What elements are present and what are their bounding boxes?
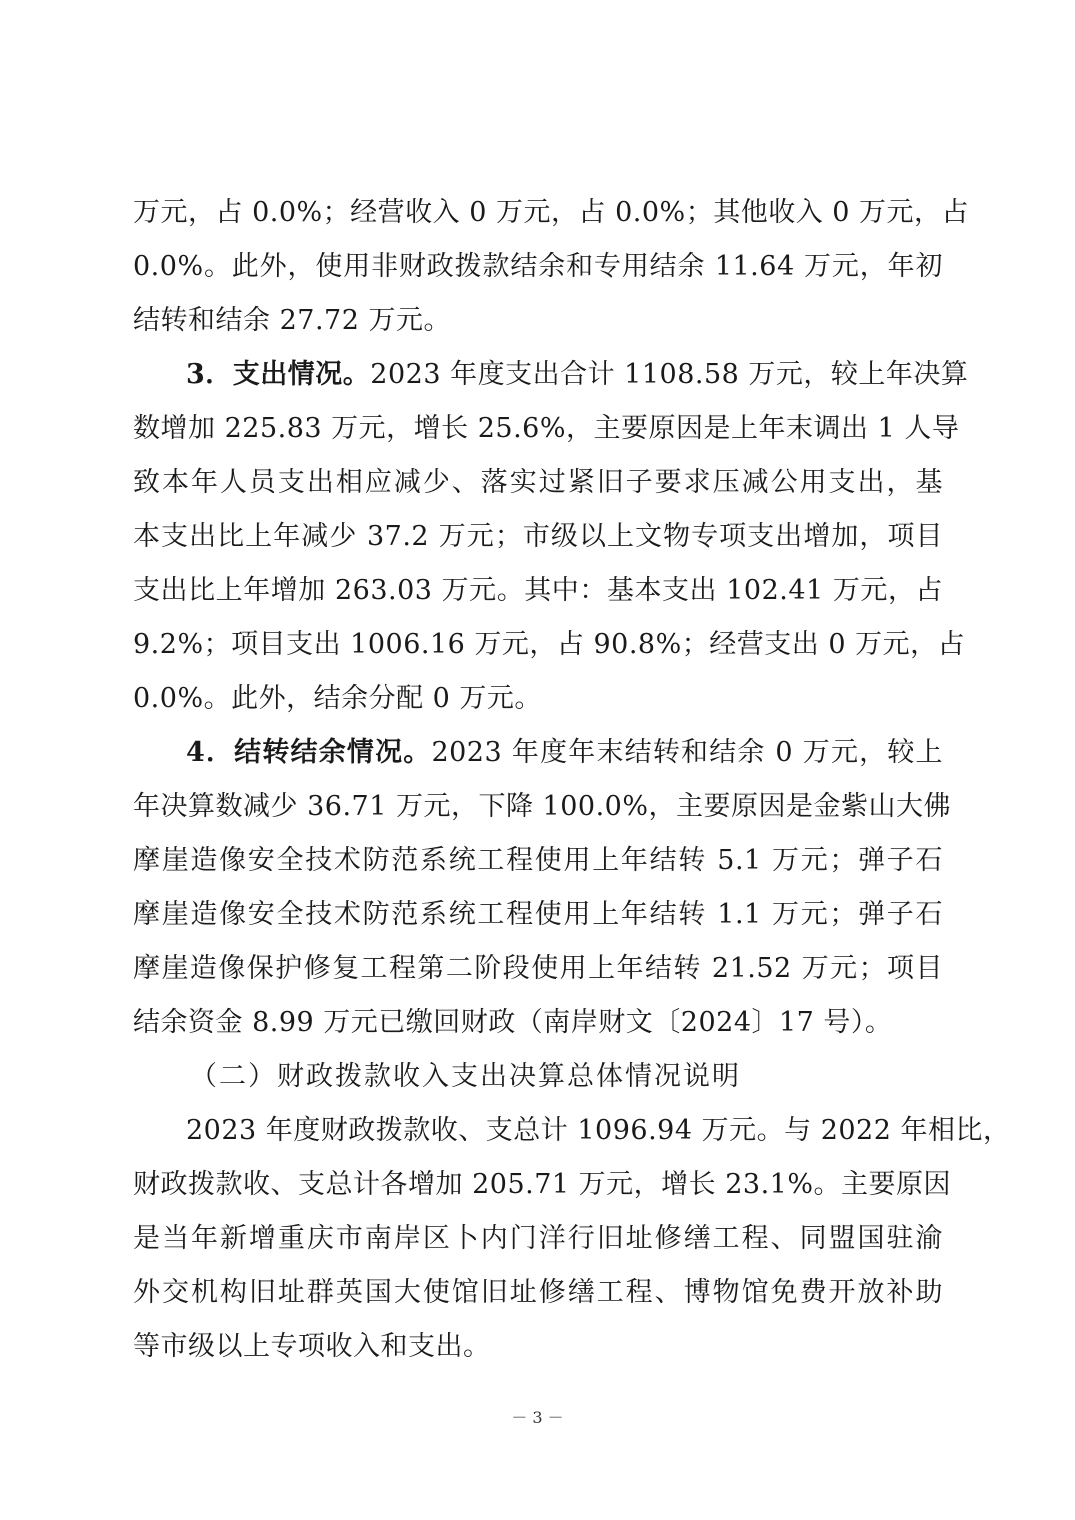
text-line: 本支出比上年减少 37.2 万元；市级以上文物专项支出增加，项目 [133,521,943,552]
text-line: 年决算数减少 36.71 万元，下降 100.0%，主要原因是金紫山大佛 [133,791,951,822]
text-line: 财政拨款收、支总计各增加 205.71 万元，增长 23.1%。主要原因 [133,1169,951,1200]
section-2-heading: （二）财政拨款收入支出决算总体情况说明 [190,1061,741,1092]
text-line: 2023 年度财政拨款收、支总计 1096.94 万元。与 2022 年相比， [186,1115,1011,1146]
text-line: 摩崖造像保护修复工程第二阶段使用上年结转 21.52 万元；项目 [133,953,943,984]
text-line: 结转和结余 27.72 万元。 [133,305,451,336]
text-line: 结余资金 8.99 万元已缴回财政（南岸财文〔2024〕17 号）。 [133,1007,893,1038]
text-line: 0.0%。此外，使用非财政拨款结余和专用结余 11.64 万元，年初 [133,251,943,282]
text-line: 致本年人员支出相应减少、落实过紧旧子要求压减公用支出，基 [133,467,943,498]
text-line: 外交机构旧址群英国大使馆旧址修缮工程、博物馆免费开放补助 [133,1277,943,1308]
text-line: 是当年新增重庆市南岸区卜内门洋行旧址修缮工程、同盟国驻渝 [133,1223,943,1254]
section-3-heading: 3．支出情况。 [186,359,371,390]
page-number: － 3 － [511,1408,564,1427]
section-4-heading: 4．结转结余情况。 [186,737,432,768]
text-line: 摩崖造像安全技术防范系统工程使用上年结转 5.1 万元；弹子石 [133,845,943,876]
text-line: 万元，占 0.0%；经营收入 0 万元，占 0.0%；其他收入 0 万元，占 [133,197,970,228]
text-line: 支出比上年增加 263.03 万元。其中：基本支出 102.41 万元，占 [133,575,943,606]
section-4-first-line-text: 2023 年度年末结转和结余 0 万元，较上 [431,737,943,768]
text-line: 摩崖造像安全技术防范系统工程使用上年结转 1.1 万元；弹子石 [133,899,943,930]
text-line: 等市级以上专项收入和支出。 [133,1331,491,1362]
text-line: 数增加 225.83 万元，增长 25.6%，主要原因是上年末调出 1 人导 [133,413,960,444]
text-line: 0.0%。此外，结余分配 0 万元。 [133,683,542,714]
section-4-first-line [186,733,943,773]
section-3-first-line-text: 2023 年度支出合计 1108.58 万元，较上年决算 [370,359,969,390]
section-3-first-line [186,355,969,395]
text-line: 9.2%；项目支出 1006.16 万元，占 90.8%；经营支出 0 万元，占 [133,629,966,660]
